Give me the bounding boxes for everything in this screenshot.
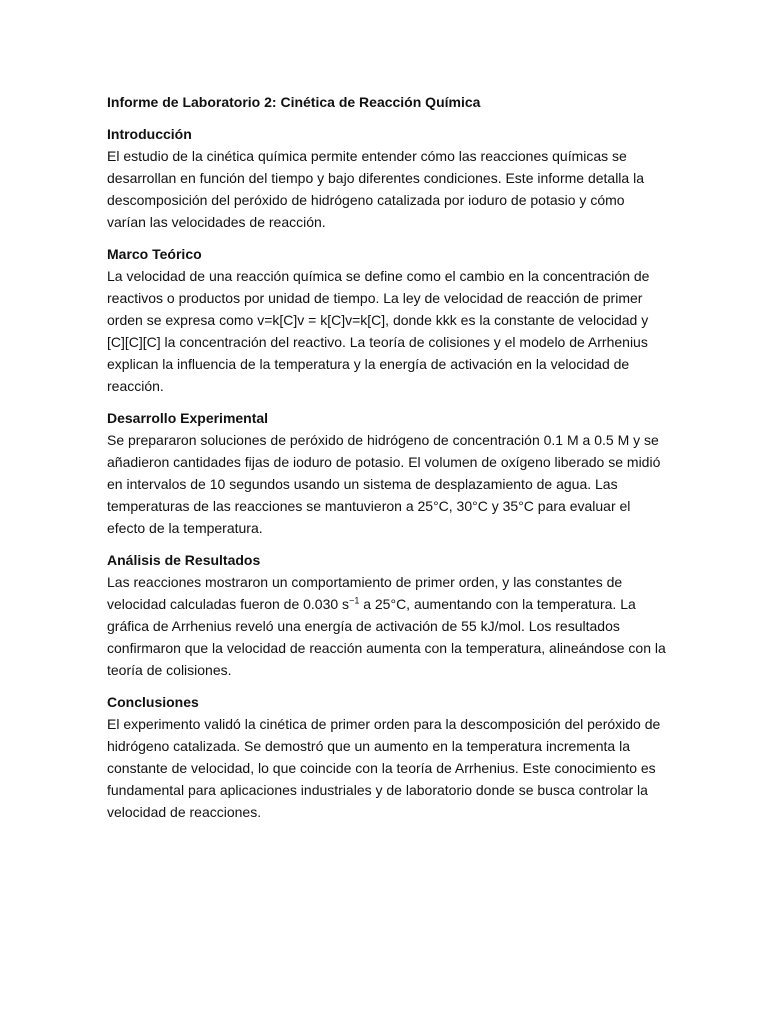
exponent-superscript: −1 bbox=[349, 595, 360, 606]
section-body-text-after-exponent: a 25°C, aumentando con la temperatura. La gráfica de Arrhenius reveló una energía de activación de 55 kJ/mol. Los resultados confirmaron que la velocidad de reacción aumenta con la temperatura, alineándose con la teoría de colisiones. bbox=[107, 596, 666, 678]
section-introduccion bbox=[107, 123, 667, 233]
section-heading: Conclusiones bbox=[107, 694, 199, 710]
section-body-text-before-exponent: Las reacciones mostraron un comportamiento de primer orden, y las constantes de velocidad calculadas fueron de 0.030 s bbox=[107, 574, 623, 612]
section-heading: Análisis de Resultados bbox=[107, 552, 261, 568]
section-body: La velocidad de una reacción química se define como el cambio en la concentración de reactivos o productos por unidad de tiempo. La ley de velocidad de reacción de primer orden se expresa como v=k[C]v = k[C]v=k[C], donde kkk es la constante de velocidad y [C][C][C] la concentración del reactivo. La teoría de colisiones y el modelo de Arrhenius explican la influencia de la temperatura y la energía de activación en la velocidad de reacción. bbox=[107, 268, 650, 394]
section-body: El estudio de la cinética química permite entender cómo las reacciones químicas se desarrollan en función del tiempo y bajo diferentes condiciones. Este informe detalla la descomposición del peróxido de hidrógeno catalizada por ioduro de potasio y cómo varían las velocidades de reacción. bbox=[107, 148, 644, 230]
document-page bbox=[107, 91, 667, 833]
section-conclusiones bbox=[107, 691, 667, 823]
section-marco-teorico bbox=[107, 243, 667, 397]
section-heading: Marco Teórico bbox=[107, 246, 202, 262]
section-desarrollo-experimental bbox=[107, 407, 667, 539]
section-analisis-resultados bbox=[107, 549, 667, 681]
section-body bbox=[107, 571, 667, 681]
document-title: Informe de Laboratorio 2: Cinética de Reacción Química bbox=[107, 94, 481, 110]
section-heading: Desarrollo Experimental bbox=[107, 410, 269, 426]
section-body: El experimento validó la cinética de primer orden para la descomposición del peróxido de hidrógeno catalizada. Se demostró que un aumento en la temperatura incrementa la constante de velocidad, lo que coincide con la teoría de Arrhenius. Este conocimiento es fundamental para aplicaciones industriales y de laboratorio donde se busca controlar la velocidad de reacciones. bbox=[107, 716, 661, 820]
section-body: Se prepararon soluciones de peróxido de hidrógeno de concentración 0.1 M a 0.5 M y se añadieron cantidades fijas de ioduro de potasio. El volumen de oxígeno liberado se midió en intervalos de 10 segundos usando un sistema de desplazamiento de agua. Las temperaturas de las reacciones se mantuvieron a 25°C, 30°C y 35°C para evaluar el efecto de la temperatura. bbox=[107, 432, 661, 536]
section-heading: Introducción bbox=[107, 126, 192, 142]
